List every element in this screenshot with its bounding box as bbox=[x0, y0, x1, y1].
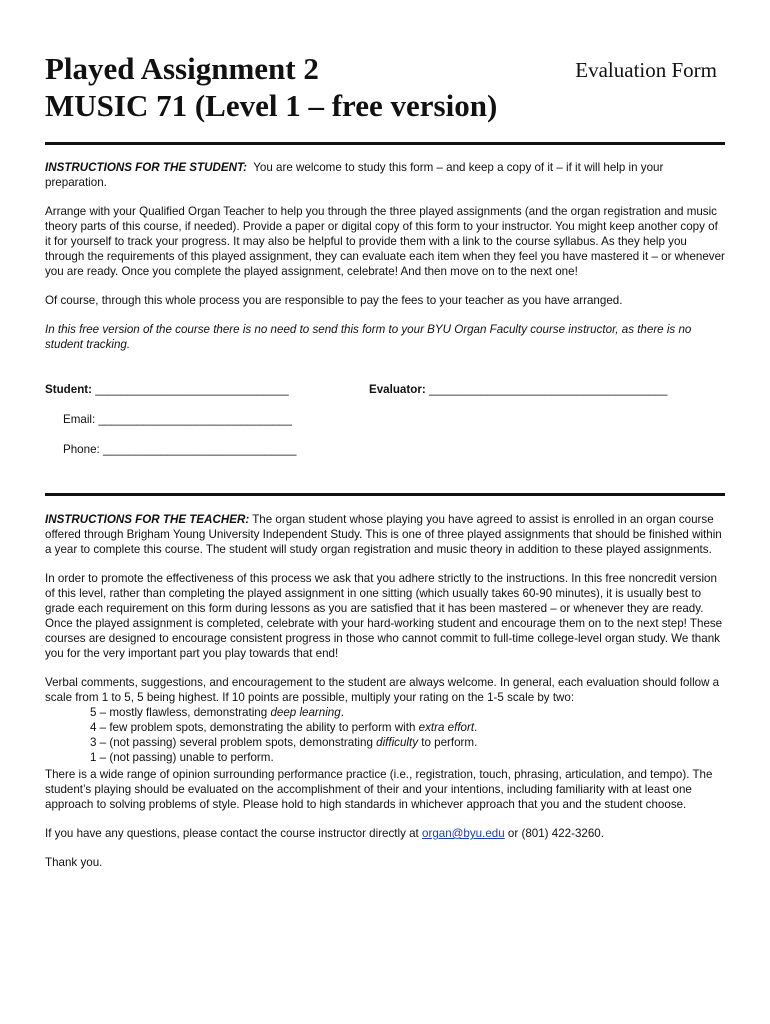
student-instructions-text: You are welcome to study this form – and keep a copy of it – if it will help in your preparation. bbox=[45, 161, 664, 189]
verbal-paragraph: Verbal comments, suggestions, and encouragement to the student are always welcome. In general, each evaluation should follow a scale from 1 to 5, 5 being highest. If 10 points are possible, multiply your rating on the 1-5 scale by two: bbox=[45, 676, 720, 704]
form-type-label: Evaluation Form bbox=[575, 58, 717, 82]
thank-you-text: Thank you. bbox=[45, 856, 103, 869]
email-blank: ______________________________ bbox=[98, 413, 292, 426]
scale-item: 3 – (not passing) several problem spots, demonstrating difficulty to perform. bbox=[90, 736, 478, 749]
student-instructions bbox=[45, 160, 725, 366]
page-title: Played Assignment 2 bbox=[45, 51, 319, 86]
contact-email-link[interactable]: organ@byu.edu bbox=[422, 827, 505, 840]
teacher-intro-paragraph bbox=[45, 512, 725, 557]
student-label: Student: bbox=[45, 383, 93, 396]
phone-field[interactable] bbox=[63, 443, 296, 456]
contact-paragraph: If you have any questions, please contact the course instructor directly at organ@byu.edu or (801) 422-3260. bbox=[45, 827, 604, 840]
teacher-instructions-text: The organ student whose playing you have agreed to assist is enrolled in an organ course offered through Brigham Young University Independent Study. This is one of three played assignments that should be finished within a year to complete this course. The student will study organ registration and music theory in addition to these played assignments. bbox=[45, 513, 722, 556]
scale-item: 4 – few problem spots, demonstrating the ability to perform with extra effort. bbox=[90, 721, 478, 734]
evaluator-field[interactable] bbox=[369, 383, 668, 396]
course-title: MUSIC 71 (Level 1 – free version) bbox=[45, 88, 498, 123]
divider-top bbox=[45, 142, 725, 145]
student-info-fields bbox=[45, 383, 725, 463]
fees-paragraph: Of course, through this whole process you are responsible to pay the fees to your teacher as you have arranged. bbox=[45, 294, 623, 307]
evaluator-blank: _____________________________________ bbox=[428, 383, 668, 396]
scale-item: 1 – (not passing) unable to perform. bbox=[90, 751, 274, 764]
evaluator-label: Evaluator: bbox=[369, 383, 426, 396]
teacher-instructions-heading: INSTRUCTIONS FOR THE TEACHER: bbox=[45, 513, 250, 526]
phone-label: Phone: bbox=[63, 443, 100, 456]
student-intro-paragraph bbox=[45, 160, 725, 190]
teacher-instructions bbox=[45, 512, 725, 884]
student-blank: ______________________________ bbox=[95, 383, 289, 396]
email-field[interactable] bbox=[63, 413, 292, 426]
student-instructions-heading: INSTRUCTIONS FOR THE STUDENT: bbox=[45, 161, 248, 174]
header bbox=[45, 50, 725, 124]
rating-scale bbox=[45, 705, 725, 765]
arrange-paragraph: Arrange with your Qualified Organ Teacher to help you through the three played assignments (and the organ registration and music theory parts of this course, if needed). Provide a paper or digital copy of this form to your instructor. You might keep another copy of it for yourself to track your progress. It may also be helpful to provide them with a link to the course syllabus. As they help you through the requirements of this played assignment, they can evaluate each item when they feel you have mastered it – or whenever you are ready. Once you complete the played assignment, celebrate! And then move on to the next one! bbox=[45, 205, 725, 278]
phone-blank: ______________________________ bbox=[102, 443, 297, 456]
scale-item: 5 – mostly flawless, demonstrating deep learning. bbox=[90, 706, 344, 719]
free-version-paragraph: In this free version of the course there is no need to send this form to your BYU Organ Faculty course instructor, as there is no student tracking. bbox=[45, 323, 692, 351]
email-label: Email: bbox=[63, 413, 96, 426]
student-field[interactable] bbox=[45, 383, 289, 396]
promote-paragraph: In order to promote the effectiveness of this process we ask that you adhere strictly to the instructions. In this free noncredit version of this level, rather than completing the played assignment in one sitting (which usually takes 60-90 minutes), it is usually best to grade each requirement on this form during lessons as you are satisfied that it has been mastered – or whenever they are ready. Once the played assignment is completed, celebrate with your hard-working student and encourage them on to the next step! These courses are designed to encourage consistent progress in those who cannot commit to full-time college-level organ study. We thank you for the very important part you play towards that end! bbox=[45, 572, 723, 660]
divider-middle bbox=[45, 493, 725, 496]
performance-practice-paragraph: There is a wide range of opinion surrounding performance practice (i.e., registration, touch, phrasing, articulation, and tempo). The student’s playing should be evaluated on the accomplishment of their and your intentions, including familiarity with at least one approach to solving problems of style. Please hold to high standards in whichever approach that you and the student choose. bbox=[45, 768, 713, 811]
